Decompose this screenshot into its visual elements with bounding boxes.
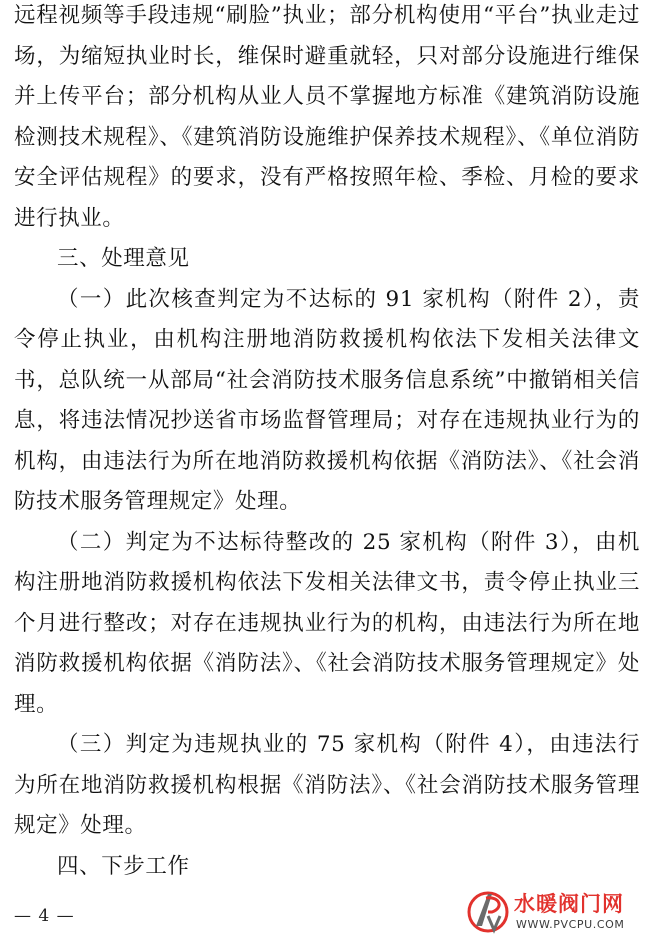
paragraph-item-2: （二）判定为不达标待整改的 25 家机构（附件 3），由机构注册地消防救援机构依法下发相关法律文书，责令停止执业三个月进行整改；对存在违规执业行为的机构，由违法行为所在地消防救援机构依据《消防法》、《社会消防技术服务管理规定》处理。 bbox=[14, 529, 640, 717]
site-watermark bbox=[464, 884, 644, 940]
section-heading-handling-opinions: 三、处理意见 bbox=[57, 246, 190, 271]
pv-logo-icon bbox=[466, 886, 510, 936]
document-body bbox=[14, 0, 640, 887]
watermark-title: 水暖阀门网 bbox=[514, 892, 624, 916]
paragraph-continuation: 远程视频等手段违规“刷脸”执业；部分机构使用“平台”执业走过场，为缩短执业时长，维保时避重就轻，只对部分设施进行维保并上传平台；部分机构从业人员不掌握地方标准《建筑消防设施检测技术规程》、《建筑消防设施维护保养技术规程》、《单位消防安全评估规程》的要求，没有严格按照年检、季检、月检的要求进行执业。 bbox=[14, 3, 640, 231]
watermark-url: WWW.PVCPU.COM bbox=[516, 918, 625, 931]
page-number: — 4 — bbox=[14, 906, 75, 926]
section-heading-next-steps: 四、下步工作 bbox=[57, 853, 190, 879]
paragraph-item-3: （三）判定为违规执业的 75 家机构（附件 4），由违法行为所在地消防救援机构根据《消防法》、《社会消防技术服务管理规定》处理。 bbox=[14, 732, 640, 838]
paragraph-item-1: （一）此次核查判定为不达标的 91 家机构（附件 2），责令停止执业，由机构注册地消防救援机构依法下发相关法律文书，总队统一从部局“社会消防技术服务信息系统”中撤销相关信息，将违法情况抄送省市场监督管理局；对存在违规执业行为的机构，由违法行为所在地消防救援机构依据《消防法》、《社会消防技术服务管理规定》处理。 bbox=[14, 286, 640, 514]
